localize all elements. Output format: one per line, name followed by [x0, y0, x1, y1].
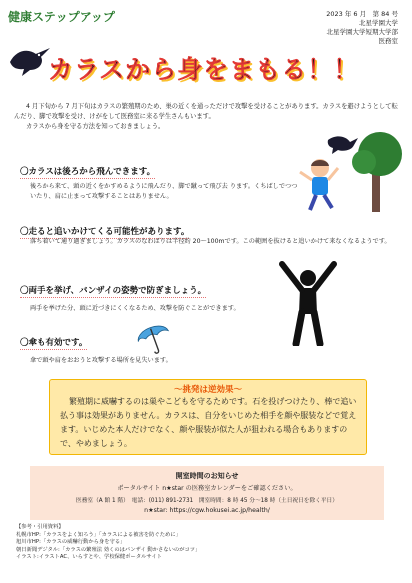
- callout-title: ～挑発は逆効果～: [173, 385, 242, 395]
- tip-heading: 〇傘も有効です。: [20, 338, 88, 348]
- issue-info: [326, 10, 398, 46]
- tip-heading: 〇両手を挙げ、バンザイの姿勢で防ぎましょう。: [20, 286, 207, 296]
- raised-arms-person-silhouette: [262, 256, 354, 346]
- tip-heading: 〇カラスは後ろから飛んできます。: [20, 167, 156, 177]
- intro: [14, 102, 398, 132]
- warning-callout: [49, 379, 367, 455]
- org-office: 医務室: [378, 37, 398, 45]
- reference-item: 札幌市HP:「カラスをよく知ろう」「カラスによる被害を防ぐために」: [16, 531, 181, 538]
- hours-calendar-note: ポータルサイト n★star の医務室カレンダーをご確認ください。: [117, 485, 297, 492]
- office-hours-box: [30, 466, 384, 520]
- org-junior-college: 北星学園大学短期大学部: [326, 28, 398, 36]
- umbrella-icon: [134, 318, 174, 358]
- main-title: カラスから身をまもる！！: [48, 55, 360, 84]
- reference-item: イラスト:イラストAC、いらすとや、学校保健ポータルサイト: [16, 554, 162, 561]
- issue-number: 2023 年 6 月 第 84 号: [326, 10, 398, 18]
- tip-heading: 〇走ると追いかけてくる可能性があります。: [20, 227, 190, 237]
- org-university: 北星学園大学: [359, 19, 398, 27]
- crow-icon: [6, 40, 52, 80]
- hours-contact: 医務室（A 館 1 階） 電話：(011) 891-2731 開室時間：8 時 45 分～18 時（土日祝日を除く平日）: [76, 498, 338, 504]
- hours-title: 開室時間のお知らせ: [175, 472, 239, 480]
- intro-paragraph: カラスから身を守る方法を知っておきましょう。: [26, 123, 165, 130]
- reference-item: 朝日新聞デジタル:「カラスの繁殖法 効くのはバンザイ 動かさないのがコツ」: [16, 546, 201, 553]
- boy-attacked-by-crow-illustration: [292, 132, 402, 212]
- tip-text: 後ろから来て、頭の近くをかすめるように飛んだり、脚で蹴って飛び去 ります。くちばしでつついたり、肩に止まって攻撃することはありません。: [30, 183, 298, 200]
- tip-text: 傘で頭や肩をおおうと攻撃する場所を見失います。: [30, 357, 172, 364]
- intro-paragraph: 4 月下旬から 7 月下旬はカラスの繁殖期のため、巣の近くを通っただけで攻撃を受けることがあります。カラスを避けようとして転んだり、脚で攻撃を受け、けがをして医務室に来る学生さんもいます。: [14, 103, 398, 120]
- callout-text: 繁殖期に威嚇するのは巣やこどもを守るためです。石を投げつけたり、棒で追い払う事は効果がありません。カラスは、自分をいじめた相手を顔や服装などで覚えます。いじめた本人だけでなく、顔や服装が似た人が狙われる場合もありますので、やめましょう。: [60, 397, 357, 448]
- series-title: 健康ステップアップ: [8, 10, 115, 24]
- tip-text: 両手を挙げた分、頭に近づきにくくなるため、攻撃を防ぐことができます。: [30, 305, 240, 312]
- reference-item: 旭川市HP:「カラスの威嚇行動から身を守る」: [16, 539, 126, 546]
- tip-text: 落ち着いて通り過ぎましょう。カラスのなわばりは半径約 20～100mです。この範囲を抜けると追いかけて来なくなるようです。: [30, 238, 391, 245]
- portal-link[interactable]: n★star: https://cgw.hokusei.ac.jp/health/: [144, 507, 270, 514]
- references: [16, 524, 200, 562]
- references-heading: 【参考・引用資料】: [16, 524, 64, 530]
